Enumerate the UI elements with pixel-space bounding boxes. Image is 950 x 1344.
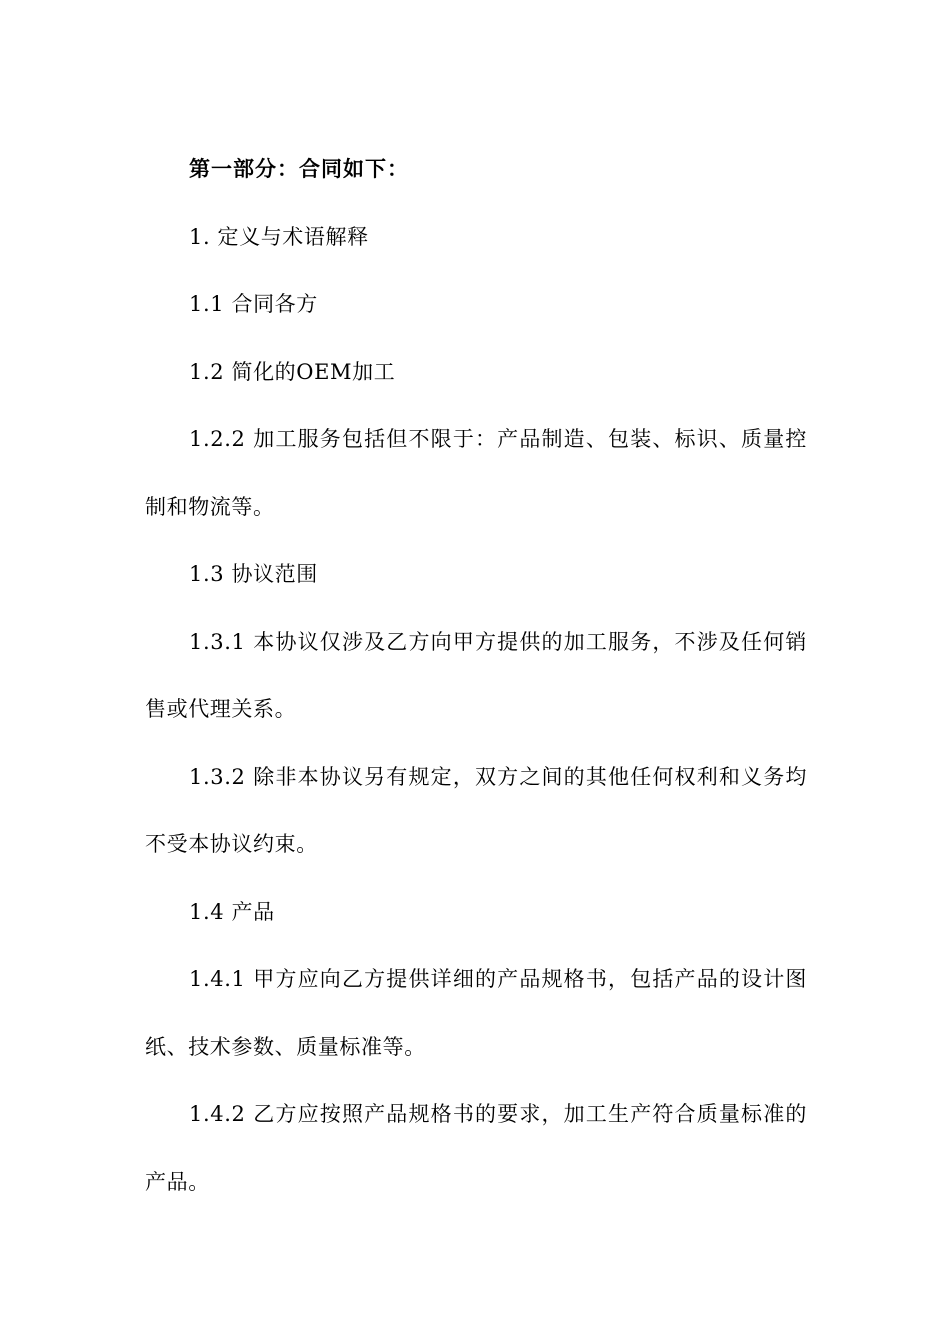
paragraph-1-3-1: 1.3.1 本协议仅涉及乙方向甲方提供的加工服务，不涉及任何销售或代理关系。 xyxy=(145,629,807,721)
document-body xyxy=(145,136,807,1216)
paragraph-1-2: 1.2 简化的OEM加工 xyxy=(189,359,396,384)
paragraph-1-3-2: 1.3.2 除非本协议另有规定，双方之间的其他任何权利和义务均不受本协议约束。 xyxy=(145,764,807,856)
paragraph-1-4-1: 1.4.1 甲方应向乙方提供详细的产品规格书，包括产品的设计图纸、技术参数、质量标准等。 xyxy=(145,967,807,1059)
paragraph-1-3: 1.3 协议范围 xyxy=(189,562,318,586)
section-heading: 第一部分：合同如下： xyxy=(189,157,409,181)
paragraph-1-4-2: 1.4.2 乙方应按照产品规格书的要求，加工生产符合质量标准的产品。 xyxy=(145,1102,807,1194)
paragraph-1-4: 1.4 产品 xyxy=(189,899,275,924)
paragraph-1-1: 1.1 合同各方 xyxy=(189,292,318,316)
paragraph-1-2-2: 1.2.2 加工服务包括但不限于：产品制造、包装、标识、质量控制和物流等。 xyxy=(145,427,807,519)
paragraph-1: 1. 定义与术语解释 xyxy=(189,224,369,249)
